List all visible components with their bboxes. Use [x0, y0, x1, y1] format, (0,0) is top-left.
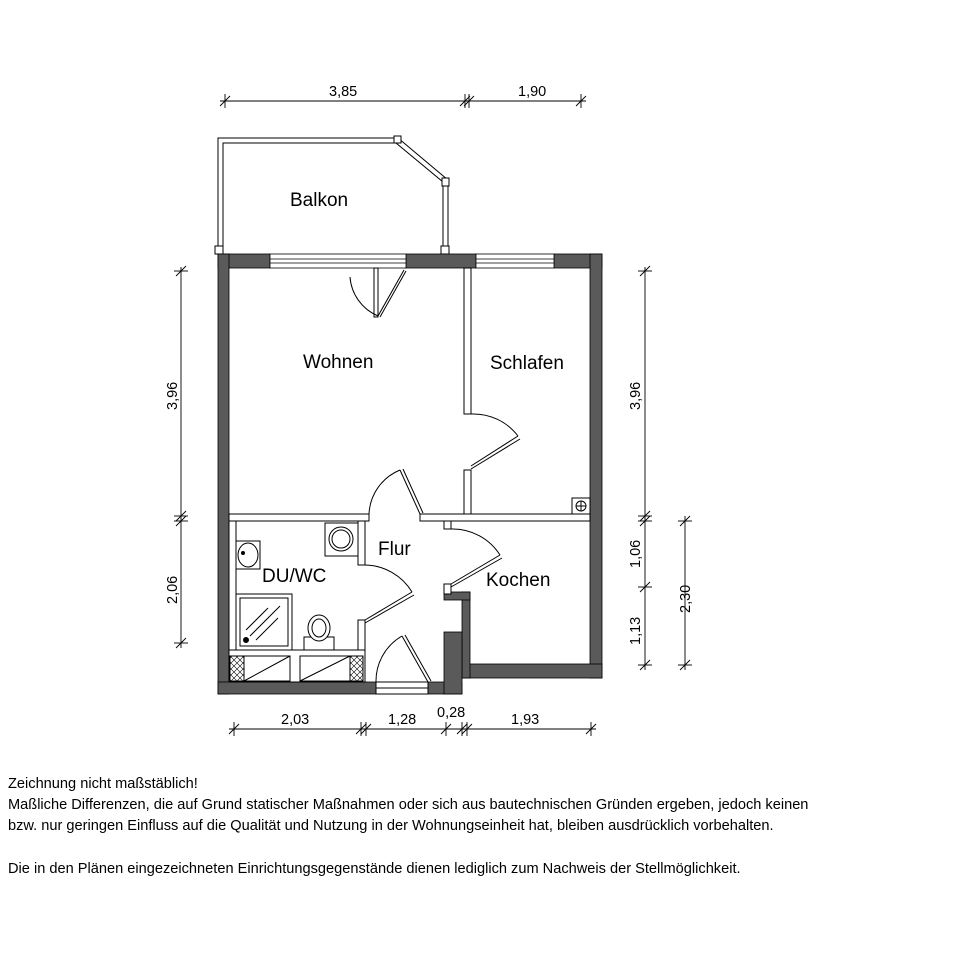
- dim-right-mid: 1,06: [628, 539, 644, 568]
- kitchen-heater: [572, 498, 590, 514]
- room-label-balkon: Balkon: [290, 190, 349, 211]
- dim-bottom-4: 1,93: [511, 712, 540, 728]
- note-line-4: Die in den Plänen eingezeichneten Einrichtungsgegenstände dienen lediglich zum Nachweis der Stellmöglichkeit.: [8, 861, 741, 877]
- note-line-1: Zeichnung nicht maßstäblich!: [8, 776, 198, 792]
- dim-bottom-2: 1,28: [388, 712, 417, 728]
- note-line-2: Maßliche Differenzen, die auf Grund statischer Maßnahmen oder sich aus bautechnischen Gründen ergeben, jedoch keinen: [8, 797, 809, 813]
- room-label-kochen: Kochen: [486, 570, 551, 591]
- dim-right-outer: 2,30: [678, 584, 694, 613]
- dim-bottom-1: 2,03: [281, 712, 310, 728]
- dim-top-left: 3,85: [329, 84, 358, 100]
- disclaimer-notes: [8, 774, 958, 880]
- dim-right-upper: 3,96: [628, 381, 644, 410]
- dim-left-upper: 3,96: [165, 381, 181, 410]
- doors: [350, 268, 520, 694]
- dim-bottom-3: 0,28: [437, 705, 466, 721]
- dim-left-lower: 2,06: [165, 575, 181, 604]
- room-label-flur: Flur: [378, 539, 411, 560]
- room-label-wohnen: Wohnen: [303, 352, 374, 373]
- dim-right-lower: 1,13: [628, 616, 644, 645]
- dim-top-right: 1,90: [518, 84, 547, 100]
- room-label-duwc: DU/WC: [262, 566, 327, 587]
- note-spacer: [8, 837, 958, 859]
- room-label-schlafen: Schlafen: [490, 353, 564, 374]
- note-line-3: bzw. nur geringen Einfluss auf die Qualität und Nutzung in der Wohnungseinheit hat, bleiben ausdrücklich vorbehalten.: [8, 818, 774, 834]
